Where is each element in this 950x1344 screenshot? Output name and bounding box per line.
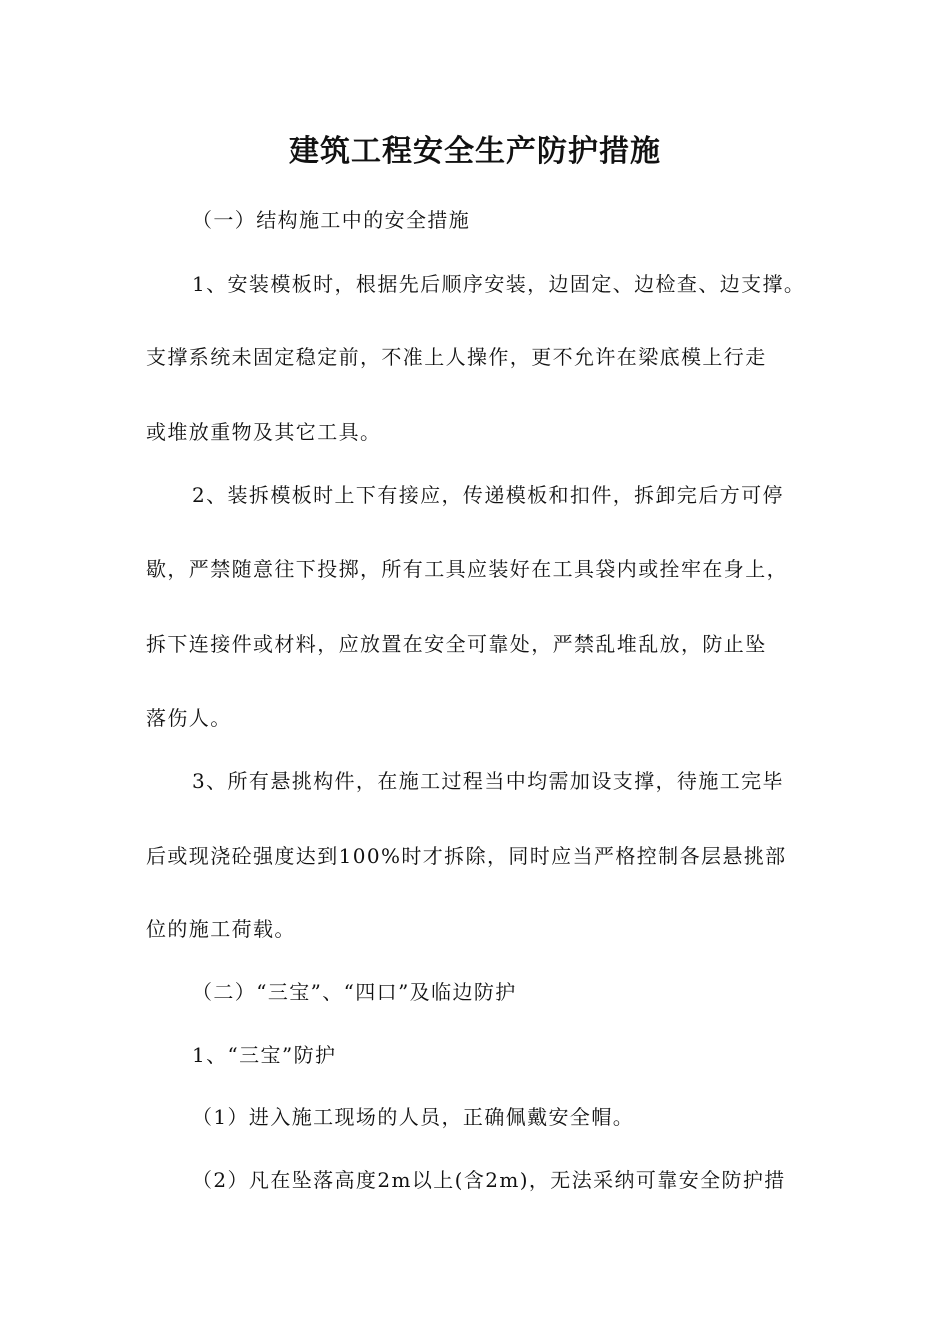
paragraph-line: 歇，严禁随意往下投掷，所有工具应装好在工具袋内或拴牢在身上， <box>146 557 788 581</box>
list-item: （2）凡在坠落高度2m以上(含2m)，无法采纳可靠安全防护措 <box>192 1168 786 1192</box>
paragraph-line: 后或现浇砼强度达到100%时才拆除，同时应当严格控制各层悬挑部 <box>146 844 787 868</box>
paragraph-line: 落伤人。 <box>146 706 232 730</box>
section-heading-2: （二）“三宝”、“四口”及临边防护 <box>192 980 517 1004</box>
paragraph-line: 位的施工荷载。 <box>146 917 296 941</box>
subsection-heading: 1、“三宝”防护 <box>192 1043 337 1067</box>
paragraph-line: 拆下连接件或材料，应放置在安全可靠处，严禁乱堆乱放，防止坠 <box>146 632 767 656</box>
paragraph-line: 1、安装模板时，根据先后顺序安装，边固定、边检查、边支撑。 <box>192 272 806 296</box>
section-heading-1: （一）结构施工中的安全措施 <box>192 208 471 232</box>
list-item: （1）进入施工现场的人员，正确佩戴安全帽。 <box>192 1105 635 1129</box>
document-title: 建筑工程安全生产防护措施 <box>289 134 661 169</box>
paragraph-line: 支撑系统未固定稳定前，不准上人操作，更不允许在梁底模上行走 <box>146 345 767 369</box>
paragraph-line: 3、所有悬挑构件，在施工过程当中均需加设支撑，待施工完毕 <box>192 769 784 793</box>
paragraph-line: 或堆放重物及其它工具。 <box>146 420 382 444</box>
paragraph-line: 2、装拆模板时上下有接应，传递模板和扣件，拆卸完后方可停 <box>192 483 784 507</box>
